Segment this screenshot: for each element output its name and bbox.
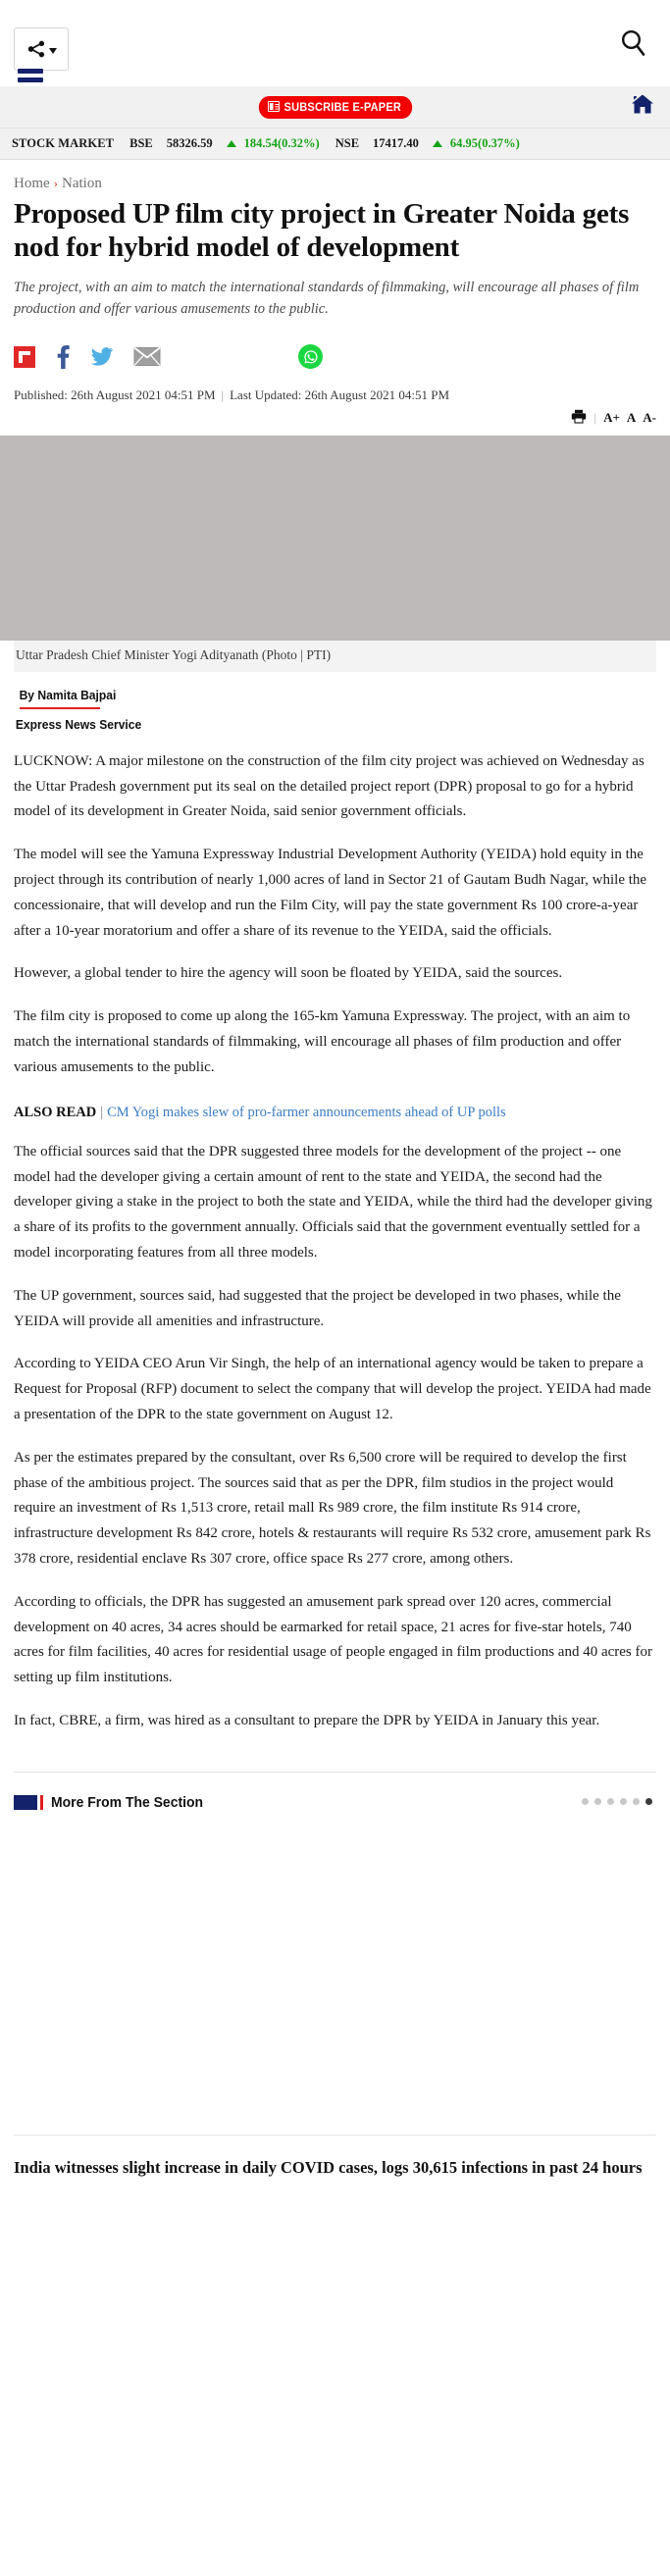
also-read-label: ALSO READ	[14, 1104, 97, 1120]
whatsapp-share-button[interactable]	[298, 344, 323, 369]
email-icon	[133, 346, 161, 367]
arrow-up-icon	[227, 140, 236, 147]
carousel-dot[interactable]	[594, 1798, 601, 1805]
carousel-dot[interactable]	[633, 1798, 640, 1805]
flag-accent-icon	[40, 1795, 43, 1810]
subscribe-epaper-button[interactable]	[258, 96, 411, 119]
carousel-dot-active[interactable]	[645, 1798, 652, 1805]
article-paragraph: However, a global tender to hire the agency will soon be floated by YEIDA, said the sources.	[14, 965, 563, 982]
article-paragraph: In fact, CBRE, a firm, was hired as a consultant to prepare the DPR by YEIDA in January this year.	[14, 1712, 600, 1728]
share-icon	[26, 38, 46, 60]
byline: By Namita Bajpai	[19, 687, 117, 702]
email-share-button[interactable]	[133, 346, 161, 367]
print-button[interactable]	[571, 409, 587, 428]
publish-separator: |	[221, 386, 225, 402]
news-agency: Express News Service	[15, 716, 142, 732]
flipboard-share-button[interactable]	[14, 346, 35, 368]
article-paragraph: The UP government, sources said, had suggested that the project be developed in two phases, while the YEIDA will provide all amenities and infrastructure.	[14, 1287, 621, 1329]
flipboard-icon	[14, 346, 35, 368]
article-tools	[14, 409, 656, 436]
search-button[interactable]	[613, 22, 652, 65]
breadcrumb-home-link[interactable]: Home	[14, 176, 50, 191]
also-read-separator: |	[100, 1104, 104, 1120]
ticker-index-value-nse: 17417.40	[373, 136, 419, 150]
article-paragraph: As per the estimates prepared by the consultant, over Rs 6,500 crore will be required to develop the first phase of the ambitious project. The sources said that as per the DPR, film studios in the project would require an investment of Rs 1,513 crore, retail mall Rs 989 crore, the film institute Rs 914 crore, infrastructure development Rs 842 crore, hotels & restaurants will require Rs 532 crore, amusement park Rs 378 crore, residential enclave Rs 307 crore, office space Rs 277 crore, among others.	[14, 1449, 651, 1567]
top-bar	[0, 0, 670, 86]
font-normal-button[interactable]: A	[626, 410, 637, 426]
carousel-dot[interactable]	[620, 1798, 627, 1805]
publish-info	[14, 386, 656, 409]
page-title: Proposed UP film city project in Greater Noida gets nod for hybrid model of development	[14, 198, 630, 263]
breadcrumb-separator-icon: ›	[53, 176, 59, 190]
article-paragraph: According to officials, the DPR has suggested an amusement park spread over 120 acres, commercial development on 40 acres, 34 acres should be earmarked for retail space, 21 acres for five-star hotels, 740 acres for film facilities, 40 acres for residential usage of people engaged in film productions and 40 acres for setting up film institutions.	[14, 1593, 653, 1686]
more-from-section-title: More From The Section	[51, 1793, 204, 1811]
also-read-link[interactable]: CM Yogi makes slew of pro-farmer announcements ahead of UP polls	[107, 1104, 506, 1120]
font-increase-button[interactable]: A+	[603, 410, 620, 426]
article-paragraph: The model will see the Yamuna Expressway Industrial Development Authority (YEIDA) hold equity in the project through its contribution of nearly 1,000 acres of land in Sector 21 of Gautam Budh Nagar, while the concessionaire, that will develop and run the Film City, will pay the state government Rs 100 crore-a-year after a 10-year moratorium and offer a share of its revenue to the YEIDA, said the officials.	[14, 847, 647, 939]
article-hero-image	[0, 436, 670, 641]
home-button[interactable]	[631, 94, 654, 121]
facebook-icon	[55, 344, 71, 370]
search-icon	[619, 28, 646, 58]
bottom-teaser-headline[interactable]: India witnesses slight increase in daily COVID cases, logs 30,615 infections in past 24 hours	[14, 2157, 643, 2177]
twitter-share-button[interactable]	[90, 346, 114, 368]
hamburger-bar	[18, 69, 43, 74]
article-body	[14, 749, 656, 1734]
facebook-share-button[interactable]	[55, 344, 71, 370]
social-share-row	[14, 336, 656, 378]
published-date: Published: 26th August 2021 04:51 PM	[14, 386, 216, 402]
updated-date: Last Updated: 26th August 2021 04:51 PM	[230, 386, 449, 402]
flag-icon	[14, 1795, 37, 1810]
chevron-down-icon	[49, 48, 57, 54]
article-paragraph: The official sources said that the DPR suggested three models for the development of the project -- one model had the developer giving a certain amount of rent to the state and YEIDA, the second had the developer giving a stake in the project to both the state and YEIDA, while the third had the developer giving a share of its profits to the government annually. Officials said that the government eventually settled for a model incorporating features from all three models.	[14, 1143, 652, 1262]
subscribe-epaper-label: SUBSCRIBE E-PAPER	[283, 99, 401, 114]
newspaper-icon	[268, 101, 280, 112]
article-paragraph: The film city is proposed to come up along the 165-km Yamuna Expressway. The project, with an aim to match the international standards of filmmaking, will encourage all phases of film production and offer various amusements to the public.	[14, 1008, 631, 1075]
subscribe-bar	[0, 86, 670, 128]
image-caption: Uttar Pradesh Chief Minister Yogi Adityanath (Photo | PTI)	[14, 641, 656, 672]
more-from-section-header	[14, 1773, 656, 1811]
ticker-index-name-nse: NSE	[335, 136, 360, 150]
stock-market-ticker[interactable]	[0, 128, 670, 160]
twitter-icon	[90, 346, 114, 368]
ticker-index-name-bse: BSE	[129, 136, 153, 150]
ticker-index-change-bse: 184.54(0.32%)	[243, 136, 320, 150]
article-paragraph: According to YEIDA CEO Arun Vir Singh, the help of an international agency would be taken to prepare a Request for Proposal (RFP) document to select the company that will develop the project. YEIDA had made a presentation of the DPR to the state government on August 12.	[14, 1356, 651, 1423]
ticker-label: STOCK MARKET	[12, 136, 115, 150]
arrow-up-icon	[433, 140, 442, 147]
article-container	[0, 160, 670, 436]
printer-icon	[571, 409, 587, 424]
font-decrease-button[interactable]: A-	[643, 410, 656, 426]
hamburger-bar	[18, 77, 43, 82]
carousel-dot[interactable]	[582, 1798, 589, 1805]
also-read-block	[14, 1103, 656, 1122]
breadcrumb-section-link[interactable]: Nation	[62, 176, 102, 191]
whatsapp-icon	[298, 344, 323, 369]
breadcrumb	[14, 160, 656, 196]
carousel-dot[interactable]	[607, 1798, 614, 1805]
home-icon	[631, 94, 654, 116]
article-standfirst: The project, with an aim to match the international standards of filmmaking, will encourage all phases of film production and offer various amusements to the public.	[14, 279, 640, 318]
tools-separator: |	[593, 410, 597, 426]
ticker-index-change-nse: 64.95(0.37%)	[449, 136, 520, 150]
article-paragraph: LUCKNOW: A major milestone on the construction of the film city project was achieved on Wednesday as the Uttar Pradesh government put its seal on the detailed project report (DPR) proposal to go for a hybrid model of its development in Greater Noida, said senior government officials.	[14, 752, 644, 820]
ticker-index-value-bse: 58326.59	[166, 136, 213, 150]
share-dropdown-button[interactable]	[14, 27, 69, 71]
article-body-container	[0, 641, 670, 2198]
carousel-dots[interactable]	[582, 1798, 652, 1805]
